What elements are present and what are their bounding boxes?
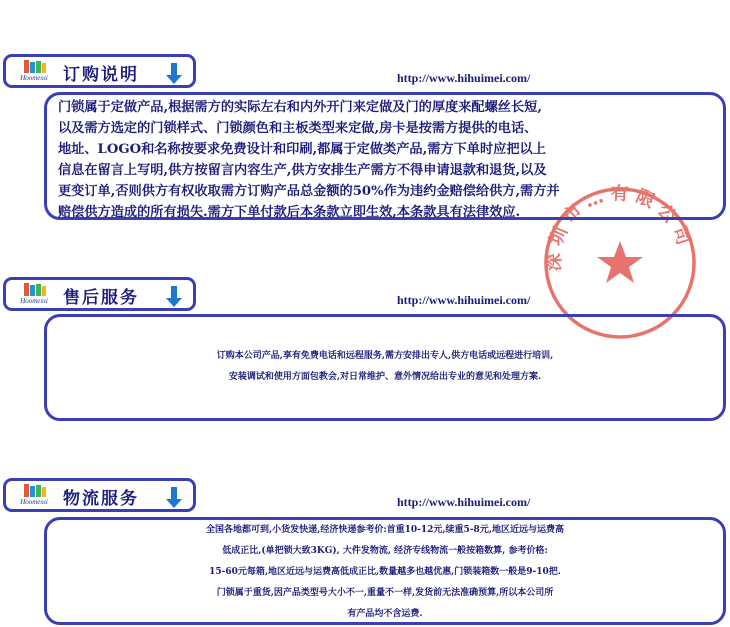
order-line: 信息在留言上写明,供方按留言内容生产,供方安排生产需方不得申请退款和退货,以及	[58, 163, 547, 178]
hoomessi-logo	[11, 483, 57, 511]
section-title-order: 订购说明	[63, 65, 139, 85]
logo-brand-text: Hoomessi	[20, 297, 48, 305]
site-url: http://www.hihuimei.com/	[397, 71, 531, 85]
site-url: http://www.hihuimei.com/	[397, 293, 531, 307]
logo-brand-text: Hoomessi	[20, 498, 48, 506]
after-sales-text	[44, 346, 726, 388]
section-title-after-sales: 售后服务	[63, 288, 139, 308]
logistics-line: 门锁属于重货,因产品类型号大小不一,重量不一样,发货前无法准确预算,所以本公司所	[216, 588, 554, 598]
svg-text:深圳市…有限公司: 深圳市…有限公司	[543, 183, 696, 272]
logistics-text	[44, 520, 726, 625]
section-tag-logistics	[3, 478, 196, 512]
hoomessi-logo	[11, 282, 57, 310]
order-line: 地址、LOGO和名称按要求免费设计和印刷,都属于定做类产品,需方下单时应把以上	[58, 142, 546, 157]
logistics-line: 全国各地都可到,小货发快递,经济快递参考价:首重10-12元,续重5-8元,地区近远与运费高	[206, 525, 564, 535]
section-tag-after-sales	[3, 277, 196, 311]
logistics-line: 15-60元每箱,地区近远与运费高低成正比,数量越多也越优惠,门锁装箱数一般是9-10把.	[209, 567, 561, 577]
arrow-down-icon	[164, 487, 184, 509]
site-url: http://www.hihuimei.com/	[397, 495, 531, 509]
after-sales-line: 订购本公司产品,享有免费电话和远程服务,需方安排出专人,供方电话或远程进行培训,	[216, 351, 554, 361]
order-line: 更变订单,否则供方有权收取需方订购产品总金额的50%作为违约金赔偿给供方,需方并	[58, 184, 560, 199]
after-sales-line: 安装调试和使用方面包教会,对日常维护、意外情况给出专业的意见和处理方案.	[228, 372, 542, 382]
logo-brand-text: Hoomessi	[20, 74, 48, 82]
hoomessi-logo	[11, 59, 57, 87]
order-line: 赔偿供方造成的所有损失.需方下单付款后本条款立即生效,本条款具有法律效应.	[58, 205, 521, 220]
logistics-line: 有产品均不含运费.	[347, 609, 423, 619]
section-tag-order	[3, 54, 196, 88]
arrow-down-icon	[164, 63, 184, 85]
order-terms-text	[58, 97, 560, 223]
section-title-logistics: 物流服务	[63, 489, 139, 509]
logistics-line: 低成正比,(单把锁大致3KG), 大件发物流, 经济专线物流一般按箱数算, 参考价格:	[222, 546, 548, 556]
arrow-down-icon	[164, 286, 184, 308]
order-line: 以及需方选定的门锁样式、门锁颜色和主板类型来定做,房卡是按需方提供的电话、	[58, 121, 538, 136]
order-line: 门锁属于定做产品,根据需方的实际左右和内外开门来定做及门的厚度来配螺丝长短,	[58, 100, 542, 115]
